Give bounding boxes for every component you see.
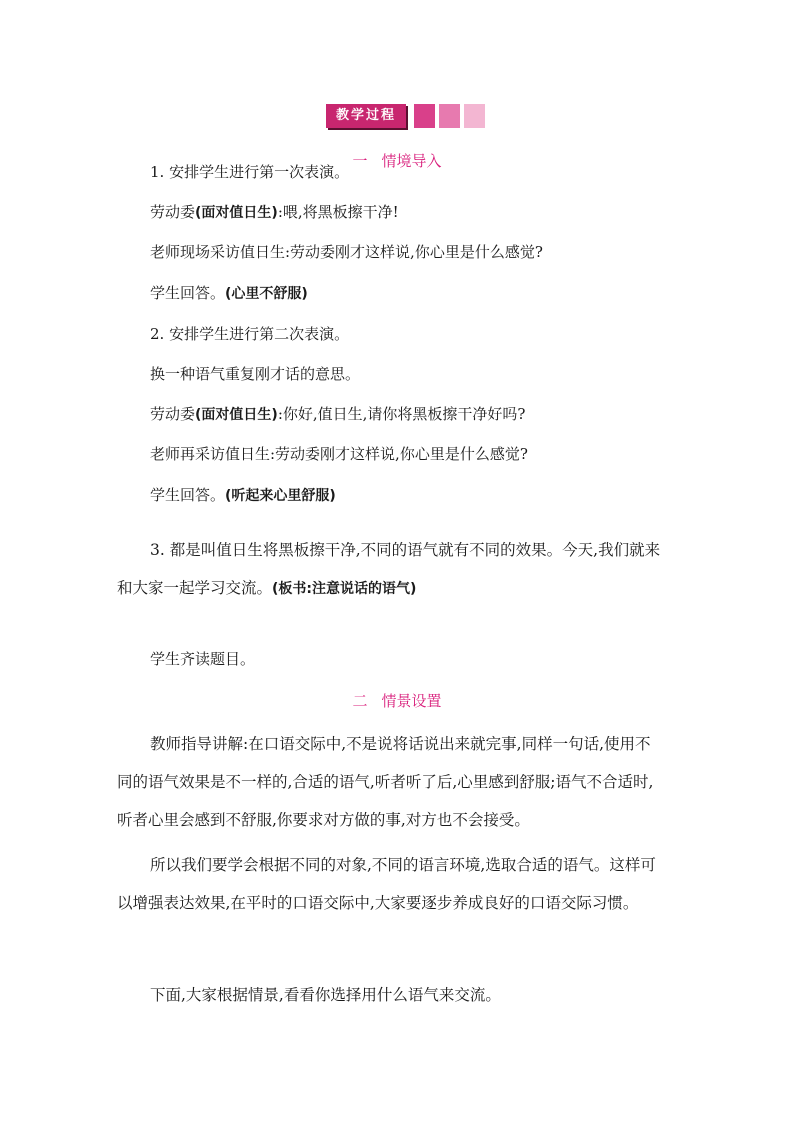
paragraph-text: 学生回答。 <box>150 486 226 504</box>
paragraph <box>150 444 528 464</box>
paragraph <box>150 242 543 262</box>
paragraph-text: 换一种语气重复刚才话的意思。 <box>150 365 361 383</box>
paragraph-line: 下面,大家根据情景,看看你选择用什么语气来交流。 <box>150 986 501 1004</box>
paragraph <box>150 202 399 223</box>
paragraph <box>150 404 525 425</box>
paragraph <box>150 364 360 384</box>
section-title: 情境导入 <box>381 152 442 170</box>
paragraph-text: 老师再采访值日生:劳动委刚才这样说,你心里是什么感觉? <box>150 445 528 463</box>
section-heading-1 <box>0 150 794 171</box>
section-banner <box>326 104 485 128</box>
paragraph <box>150 162 349 182</box>
paragraph-line: 以增强表达效果,在平时的口语交际中,大家要逐步养成良好的口语交际习惯。 <box>117 894 639 912</box>
paragraph-line: 所以我们要学会根据不同的对象,不同的语言环境,选取合适的语气。这样可 <box>150 856 656 874</box>
paragraph-block <box>117 846 677 922</box>
section-title: 情景设置 <box>381 692 442 710</box>
paragraph-emphasis: (面对值日生) <box>195 407 278 423</box>
banner-square-dark <box>414 104 435 128</box>
paragraph <box>150 485 336 506</box>
paragraph-text: 劳动委 <box>150 405 196 423</box>
paragraph-text: 和大家一起学习交流。 <box>117 579 273 597</box>
paragraph-text: 学生回答。 <box>150 284 226 302</box>
paragraph-block <box>117 976 677 1014</box>
banner-square-mid <box>439 104 460 128</box>
paragraph-emphasis: (听起来心里舒服) <box>225 488 336 504</box>
paragraph-tail: :喂,将黑板擦干净! <box>277 203 399 221</box>
paragraph-emphasis: (板书:注意说话的语气) <box>272 581 417 597</box>
paragraph-text: 2. 安排学生进行第二次表演。 <box>150 325 350 343</box>
paragraph-emphasis: (面对值日生) <box>195 205 278 221</box>
paragraph-line: 听者心里会感到不舒服,你要求对方做的事,对方也不会接受。 <box>117 811 530 829</box>
banner-title: 教学过程 <box>326 104 406 128</box>
paragraph-line: 教师指导讲解:在口语交际中,不是说将话说出来就完事,同样一句话,使用不 <box>150 735 651 753</box>
paragraph-line <box>117 569 677 607</box>
section-number: 二 <box>352 692 368 710</box>
paragraph-text: 1. 安排学生进行第一次表演。 <box>150 163 350 181</box>
section-number: 一 <box>352 152 368 170</box>
paragraph <box>150 649 255 669</box>
paragraph-line: 3. 都是叫值日生将黑板擦干净,不同的语气就有不同的效果。今天,我们就来 <box>150 541 661 559</box>
paragraph-line: 同的语气效果是不一样的,合适的语气,听者听了后,心里感到舒服;语气不合适时, <box>117 773 654 791</box>
paragraph-tail: :你好,值日生,请你将黑板擦干净好吗? <box>277 405 526 423</box>
paragraph-emphasis: (心里不舒服) <box>225 286 308 302</box>
paragraph-text: 劳动委 <box>150 203 196 221</box>
section-heading-2 <box>0 690 794 711</box>
paragraph-block <box>117 725 677 839</box>
paragraph-text: 学生齐读题目。 <box>150 650 256 668</box>
paragraph-text: 老师现场采访值日生:劳动委刚才这样说,你心里是什么感觉? <box>150 243 543 261</box>
paragraph <box>150 324 349 344</box>
paragraph-block <box>117 531 677 607</box>
paragraph <box>150 283 308 304</box>
banner-square-light <box>464 104 485 128</box>
